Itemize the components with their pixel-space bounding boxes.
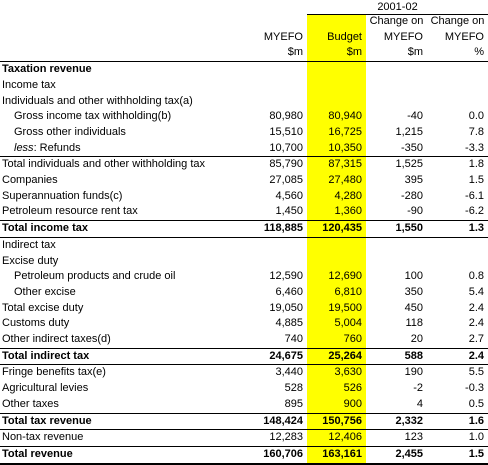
- change-percent: 1.5: [427, 446, 488, 463]
- change-value: 100: [404, 270, 423, 283]
- table-row: [0, 94, 488, 110]
- change-value: 1,525: [366, 157, 427, 173]
- table-row: [0, 109, 488, 125]
- row-label: [0, 141, 245, 157]
- table-row: [0, 381, 488, 397]
- change-percent: 2.4: [427, 348, 488, 365]
- change-percent: [427, 62, 488, 78]
- myefo-value: 3,440: [275, 366, 303, 379]
- change-value: 123: [404, 431, 423, 444]
- change-value: -350: [400, 141, 423, 154]
- change-value: 450: [404, 301, 423, 314]
- myefo-value: 528: [284, 382, 303, 395]
- budget-value: 12,690: [328, 270, 362, 283]
- change-value: -2: [413, 382, 423, 395]
- row-label: Agricultural levies: [2, 382, 89, 395]
- header-row-1: [0, 14, 488, 30]
- myefo-value: 10,700: [269, 141, 303, 154]
- budget-value: 19,500: [328, 301, 362, 314]
- row-label: Companies: [2, 174, 58, 187]
- budget-value: 526: [343, 382, 362, 395]
- budget-value: 150,756: [307, 413, 366, 430]
- change-percent: -6.1: [465, 189, 484, 202]
- table-row: [0, 157, 488, 173]
- change-percent: 2.7: [468, 333, 484, 346]
- table-row: [0, 397, 488, 413]
- table-row: [0, 237, 488, 253]
- budget-value: 163,161: [307, 446, 366, 463]
- change-value: -40: [407, 110, 423, 123]
- myefo-value: 6,460: [275, 285, 303, 298]
- budget-value: [307, 78, 366, 94]
- change-percent: [427, 94, 488, 110]
- row-label: Gross income tax withholding(b): [14, 110, 172, 123]
- row-label-italic: less: [14, 141, 34, 154]
- budget-value: 25,264: [307, 348, 366, 365]
- row-label: Other indirect taxes(d): [2, 333, 111, 346]
- table-row: [0, 430, 488, 447]
- table-row: [0, 316, 488, 332]
- change-percent: 2.4: [468, 301, 484, 314]
- col2-header-line1: Budget: [327, 30, 362, 43]
- change-percent: 0.8: [468, 270, 484, 283]
- change-value: 2,332: [366, 413, 427, 430]
- budget-value: 10,350: [328, 141, 362, 154]
- change-value: 1,550: [366, 221, 427, 238]
- change-percent: -3.3: [465, 141, 484, 154]
- change-value: 395: [404, 174, 423, 187]
- table-row: [0, 301, 488, 317]
- col4-header-line2: MYEFO: [444, 30, 484, 43]
- change-value: [366, 94, 427, 110]
- change-value: [366, 78, 427, 94]
- table-row: [0, 446, 488, 463]
- budget-value: 27,480: [328, 174, 362, 187]
- budget-value: [307, 237, 366, 253]
- budget-value: 3,630: [334, 366, 362, 379]
- row-label: Income tax: [2, 78, 56, 91]
- row-label: Excise duty: [2, 254, 59, 267]
- row-label: Total tax revenue: [0, 413, 245, 430]
- change-value: 20: [410, 333, 423, 346]
- row-label: Total excise duty: [2, 301, 84, 314]
- myefo-value: 15,510: [269, 125, 303, 138]
- table-row: [0, 78, 488, 94]
- period-header: [307, 0, 488, 15]
- myefo-value: 12,283: [269, 431, 303, 444]
- myefo-value: 4,885: [275, 317, 303, 330]
- table-row: [0, 221, 488, 238]
- myefo-value: 27,085: [269, 174, 303, 187]
- change-percent: 5.4: [468, 285, 484, 298]
- budget-value: 80,940: [328, 110, 362, 123]
- change-percent: 1.3: [427, 221, 488, 238]
- table-row: [0, 348, 488, 365]
- change-percent: [427, 78, 488, 94]
- myefo-value: 12,590: [269, 270, 303, 283]
- change-percent: 2.4: [468, 317, 484, 330]
- row-label: Total individuals and other withholding tax: [0, 157, 245, 173]
- change-value: -90: [407, 205, 423, 218]
- myefo-value: [245, 62, 307, 78]
- col4-header-line1: Change on: [430, 15, 485, 27]
- myefo-value: [245, 94, 307, 110]
- table-row: [0, 125, 488, 141]
- header-row-2: [0, 30, 488, 46]
- row-label: Indirect tax: [2, 238, 56, 251]
- change-percent: 1.6: [427, 413, 488, 430]
- myefo-value: 1,450: [275, 205, 303, 218]
- myefo-value: 4,560: [275, 189, 303, 202]
- row-label: Other excise: [14, 285, 76, 298]
- budget-value: 4,280: [334, 189, 362, 202]
- row-label: Non-tax revenue: [2, 431, 84, 444]
- row-label-text: : Refunds: [33, 141, 81, 154]
- budget-value: 900: [343, 397, 362, 410]
- row-label: Customs duty: [2, 317, 70, 330]
- budget-value: 120,435: [307, 221, 366, 238]
- myefo-value: 80,980: [269, 110, 303, 123]
- table-row: [0, 285, 488, 301]
- change-value: -280: [400, 189, 423, 202]
- myefo-value: [245, 237, 307, 253]
- change-percent: 0.0: [468, 110, 484, 123]
- budget-value: [307, 94, 366, 110]
- change-percent: 1.0: [468, 431, 484, 444]
- myefo-value: [245, 254, 307, 270]
- change-percent: 1.8: [427, 157, 488, 173]
- col2-header-unit: $m: [307, 45, 366, 61]
- change-percent: 5.5: [468, 366, 484, 379]
- period-label: 2001-02: [377, 1, 418, 13]
- table-row: [0, 189, 488, 205]
- change-percent: [427, 254, 488, 270]
- change-percent: -0.3: [465, 382, 484, 395]
- row-label: Individuals and other withholding tax(a): [2, 94, 193, 107]
- change-percent: 1.5: [468, 174, 484, 187]
- table-row: [0, 254, 488, 270]
- myefo-value: 24,675: [245, 348, 307, 365]
- change-percent: 7.8: [468, 125, 484, 138]
- budget-value: 760: [343, 333, 362, 346]
- row-label: Fringe benefits tax(e): [2, 366, 106, 379]
- myefo-value: 895: [284, 397, 303, 410]
- budget-value: 12,406: [328, 431, 362, 444]
- table-row: [0, 62, 488, 78]
- change-value: 2,455: [366, 446, 427, 463]
- myefo-value: 85,790: [245, 157, 307, 173]
- row-label: Total indirect tax: [0, 348, 245, 365]
- table-row: [0, 204, 488, 220]
- myefo-value: 740: [284, 333, 303, 346]
- change-value: 190: [404, 366, 423, 379]
- change-value: [366, 237, 427, 253]
- budget-value: [307, 62, 366, 78]
- table-row: [0, 413, 488, 430]
- revenue-table: [0, 14, 488, 465]
- table-row: [0, 173, 488, 189]
- budget-value: 5,004: [334, 317, 362, 330]
- col3-header-line2: MYEFO: [383, 30, 423, 43]
- change-value: 350: [404, 285, 423, 298]
- row-label: Superannuation funds(c): [2, 189, 123, 202]
- row-label: Total revenue: [0, 446, 245, 463]
- myefo-value: [245, 78, 307, 94]
- row-label: Other taxes: [2, 397, 59, 410]
- budget-value: [307, 254, 366, 270]
- change-percent: [427, 237, 488, 253]
- row-label: Total income tax: [0, 221, 245, 238]
- row-label: Taxation revenue: [2, 63, 92, 76]
- myefo-value: 160,706: [245, 446, 307, 463]
- change-value: 588: [366, 348, 427, 365]
- change-value: 1,215: [395, 125, 423, 138]
- budget-value: 6,810: [334, 285, 362, 298]
- row-label: Petroleum products and crude oil: [14, 270, 176, 283]
- budget-value: 1,360: [334, 205, 362, 218]
- header-row-3: [0, 45, 488, 61]
- budget-value: 87,315: [307, 157, 366, 173]
- table-row: [0, 332, 488, 348]
- table-row: [0, 365, 488, 381]
- myefo-value: 19,050: [269, 301, 303, 314]
- col4-header-unit: %: [427, 45, 488, 61]
- table-row: [0, 269, 488, 285]
- budget-value: 16,725: [328, 125, 362, 138]
- col1-header-line1: MYEFO: [263, 30, 303, 43]
- col3-header-line1: Change on: [369, 15, 424, 27]
- col3-header-unit: $m: [366, 45, 427, 61]
- change-value: 4: [416, 397, 423, 410]
- change-value: 118: [405, 317, 423, 330]
- change-value: [366, 254, 427, 270]
- myefo-value: 148,424: [245, 413, 307, 430]
- change-percent: 0.5: [468, 397, 484, 410]
- change-percent: -6.2: [465, 205, 484, 218]
- col1-header-unit: $m: [245, 45, 307, 61]
- row-label: Gross other individuals: [14, 125, 126, 138]
- row-label: Petroleum resource rent tax: [2, 205, 138, 218]
- table-row: [0, 141, 488, 157]
- myefo-value: 118,885: [245, 221, 307, 238]
- change-value: [366, 62, 427, 78]
